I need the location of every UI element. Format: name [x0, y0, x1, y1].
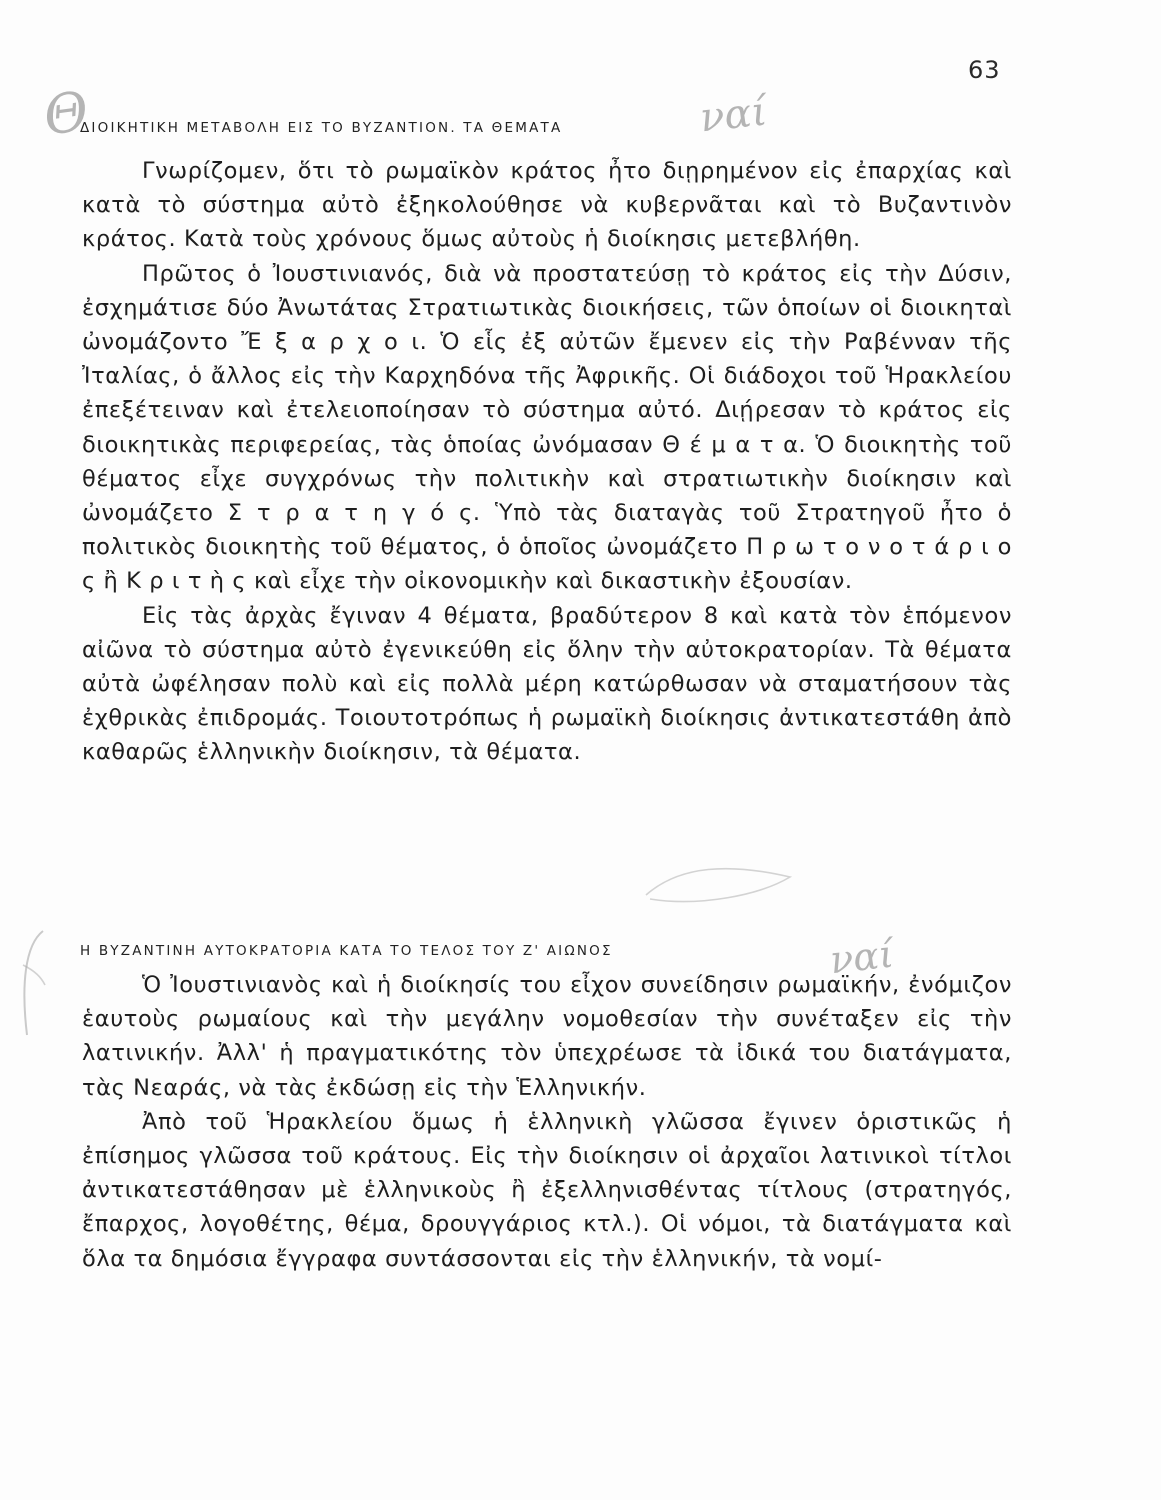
section-heading-administrative-change: ΔΙΟΙΚΗΤΙΚΗ ΜΕΤΑΒΟΛΗ ΕΙΣ ΤΟ ΒΥΖΑΝΤΙΟΝ. ΤΑ ΘΕΜΑΤΑ: [80, 120, 563, 136]
handwritten-theta-annotation: Θ: [39, 79, 93, 148]
section-2-body: [82, 968, 1012, 1276]
page-number: 63: [968, 56, 1001, 84]
handwritten-margin-mark: [15, 925, 55, 1045]
paragraph: Γνωρίζομεν, ὅτι τὸ ρωμαϊκὸν κράτος ἦτο διῃρημένον εἰς ἐπαρχίας καὶ κατὰ τὸ σύστημα αὐτὸ ἐξηκολούθησε νὰ κυβερνᾶται καὶ τὸ Βυζαντινὸν κράτος. Κατὰ τοὺς χρόνους ὅμως αὐτοὺς ἡ διοίκησις μετεβλήθη.: [82, 158, 1012, 253]
section-1-body: [82, 154, 1012, 770]
paragraph: Ἀπὸ τοῦ Ἡρακλείου ὅμως ἡ ἑλληνικὴ γλῶσσα ἔγινεν ὁριστικῶς ἡ ἐπίσημος γλῶσσα τοῦ κράτους. Εἰς τὴν διοίκησιν οἱ ἀρχαῖοι λατινικοὶ τίτλοι ἀντικατεστάθησαν μὲ ἑλληνικοὺς ἢ ἐξελληνισθέντας τίτλους (στρατηγός, ἔπαρχος, λογοθέτης, θέμα, δρουγγάριος κτλ.). Οἱ νόμοι, τὰ διατάγματα καὶ ὅλα τα δημόσια ἔγγραφα συντάσσονται εἰς τὴν ἑλληνικήν, τὰ νομί-: [82, 1108, 1012, 1272]
paragraph: Ὁ Ἰουστινιανὸς καὶ ἡ διοίκησίς του εἶχον συνείδησιν ρωμαϊκήν, ἐνόμιζον ἑαυτοὺς ρωμαίους καὶ τὴν μεγάλην νομοθεσίαν τὴν συνέταξεν εἰς τὴν λατινικήν. Ἀλλ' ἡ πραγματικότης τὸν ὑπεχρέωσε τὰ ἰδικά του διατάγματα, τὰς Νεαράς, νὰ τὰς ἐκδώσῃ εἰς τὴν Ἑλληνικήν.: [82, 972, 1012, 1101]
handwritten-nai-annotation-2: ναί: [827, 931, 896, 983]
handwritten-scribble: [640, 855, 800, 915]
handwritten-nai-annotation: ναί: [697, 88, 770, 142]
paragraph: Εἰς τὰς ἀρχὰς ἔγιναν 4 θέματα, βραδύτερον 8 καὶ κατὰ τὸν ἑπόμενον αἰῶνα τὸ σύστημα αὐτὸ ἐγενικεύθη εἰς ὅλην τὴν αὐτοκρατορίαν. Τὰ θέματα αὐτὰ ὠφέλησαν πολὺ καὶ εἰς πολλὰ μέρη κατώρθωσαν νὰ σταματήσουν τὰς ἐχθρικὰς ἐπιδρομάς. Τοιουτοτρόπως ἡ ρωμαϊκὴ διοίκησις ἀντικατεστάθη ἀπὸ καθαρῶς ἑλληνικὴν διοίκησιν, τὰ θέματα.: [82, 602, 1012, 766]
paragraph: Πρῶτος ὁ Ἰουστινιανός, διὰ νὰ προστατεύσῃ τὸ κράτος εἰς τὴν Δύσιν, ἐσχημάτισε δύο Ἀνωτάτας Στρατιωτικὰς διοικήσεις, τῶν ὁποίων οἱ διοικηταὶ ὠνομάζοντο Ἔ ξ α ρ χ ο ι. Ὁ εἷς ἐξ αὐτῶν ἔμενεν εἰς τὴν Ραβένναν τῆς Ἰταλίας, ὁ ἄλλος εἰς τὴν Καρχηδόνα τῆς Ἀφρικῆς. Οἱ διάδοχοι τοῦ Ἡρακλείου ἐπεξέτειναν καὶ ἐτελειοποίησαν τὸ σύστημα αὐτό. Διῄρεσαν τὸ κράτος εἰς διοικητικὰς περιφερείας, τὰς ὁποίας ὠνόμασαν Θ έ μ α τ α. Ὁ διοικητὴς τοῦ θέματος εἶχε συγχρόνως τὴν πολιτικὴν καὶ στρατιωτικὴν διοίκησιν καὶ ὠνομάζετο Σ τ ρ α τ η γ ό ς. Ὑπὸ τὰς διαταγὰς τοῦ Στρατηγοῦ ἦτο ὁ πολιτικὸς διοικητὴς τοῦ θέματος, ὁ ὁποῖος ὠνομάζετο Π ρ ω τ ο ν ο τ ά ρ ι ο ς ἢ Κ ρ ι τ ὴ ς καὶ εἶχε τὴν οἰκονομικὴν καὶ δικαστικὴν ἐξουσίαν.: [82, 260, 1012, 595]
section-heading-byzantine-empire: Η ΒΥΖΑΝΤΙΝΗ ΑΥΤΟΚΡΑΤΟΡΙΑ ΚΑΤΑ ΤΟ ΤΕΛΟΣ ΤΟΥ Ζ' ΑΙΩΝΟΣ: [80, 943, 613, 959]
